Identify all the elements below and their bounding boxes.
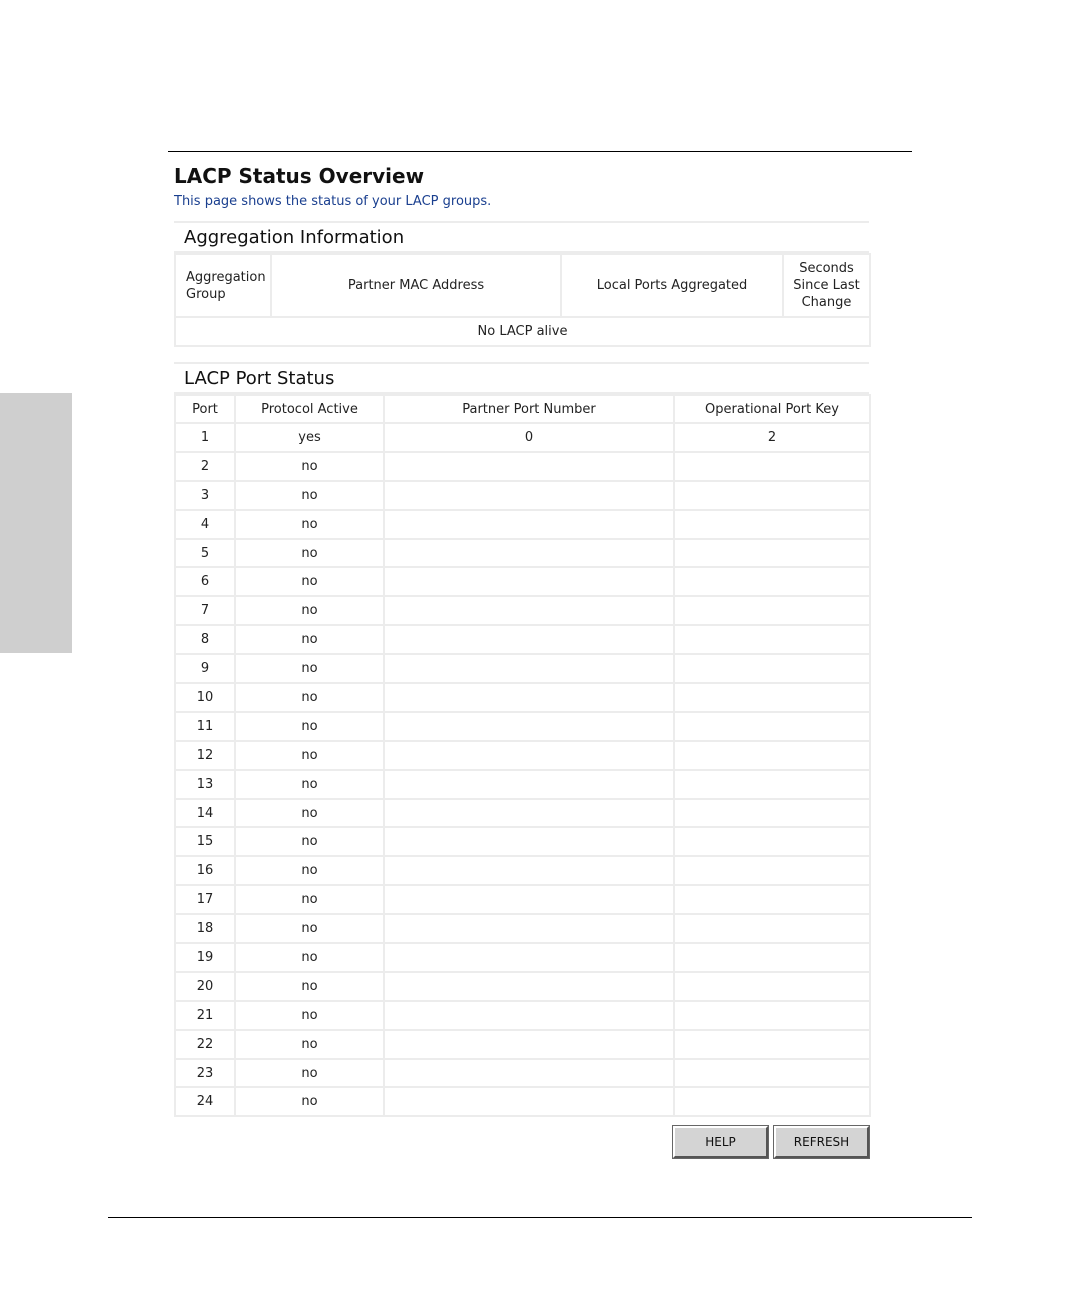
page-title: LACP Status Overview [174,164,425,188]
op-key-cell [674,1059,870,1088]
op-key-cell [674,1087,870,1116]
port-cell: 10 [175,683,235,712]
protocol-active-cell: no [235,1087,384,1116]
protocol-active-cell: no [235,596,384,625]
table-row [175,452,870,481]
port-cell: 3 [175,481,235,510]
col-local-ports: Local Ports Aggregated [561,254,783,317]
table-row [175,1059,870,1088]
protocol-active-cell: no [235,625,384,654]
partner-port-cell [384,625,674,654]
port-cell: 17 [175,885,235,914]
op-key-cell: 2 [674,423,870,452]
port-cell: 19 [175,943,235,972]
partner-port-cell [384,1030,674,1059]
port-cell: 7 [175,596,235,625]
protocol-active-cell: no [235,770,384,799]
col-seconds-since-change: Seconds Since Last Change [783,254,870,317]
col-port: Port [175,395,235,423]
port-status-section-heading [174,362,869,394]
table-row [175,972,870,1001]
port-cell: 5 [175,539,235,568]
partner-port-cell [384,885,674,914]
op-key-cell [674,452,870,481]
op-key-cell [674,770,870,799]
aggregation-section-heading [174,221,869,253]
partner-port-cell [384,972,674,1001]
table-row [175,625,870,654]
top-rule [168,151,912,152]
port-cell: 11 [175,712,235,741]
port-status-heading-label: LACP Port Status [184,368,335,389]
port-status-table [174,394,871,1117]
port-cell: 23 [175,1059,235,1088]
protocol-active-cell: no [235,510,384,539]
side-tab [0,393,72,653]
partner-port-cell [384,741,674,770]
partner-port-cell [384,1001,674,1030]
protocol-active-cell: no [235,1059,384,1088]
protocol-active-cell: no [235,827,384,856]
protocol-active-cell: no [235,1030,384,1059]
protocol-active-cell: no [235,799,384,828]
op-key-cell [674,827,870,856]
col-aggregation-group: Aggregation Group [175,254,271,317]
port-cell: 21 [175,1001,235,1030]
op-key-cell [674,856,870,885]
protocol-active-cell: no [235,856,384,885]
port-cell: 20 [175,972,235,1001]
partner-port-cell [384,856,674,885]
table-row [175,1030,870,1059]
port-cell: 22 [175,1030,235,1059]
table-row [175,1001,870,1030]
protocol-active-cell: no [235,741,384,770]
partner-port-cell [384,827,674,856]
table-row [175,539,870,568]
table-row [175,799,870,828]
port-cell: 2 [175,452,235,481]
partner-port-cell [384,712,674,741]
op-key-cell [674,596,870,625]
table-row [175,770,870,799]
table-row [175,856,870,885]
partner-port-cell [384,914,674,943]
table-row [175,943,870,972]
op-key-cell [674,625,870,654]
port-cell: 14 [175,799,235,828]
protocol-active-cell: no [235,654,384,683]
partner-port-cell [384,539,674,568]
col-partner-port-number: Partner Port Number [384,395,674,423]
op-key-cell [674,741,870,770]
op-key-cell [674,943,870,972]
port-cell: 6 [175,567,235,596]
protocol-active-cell: no [235,712,384,741]
port-cell: 18 [175,914,235,943]
op-key-cell [674,481,870,510]
protocol-active-cell: no [235,972,384,1001]
op-key-cell [674,972,870,1001]
port-cell: 16 [175,856,235,885]
partner-port-cell [384,683,674,712]
protocol-active-cell: no [235,943,384,972]
aggregation-table [174,253,871,347]
table-row [175,712,870,741]
port-cell: 15 [175,827,235,856]
table-row [175,683,870,712]
port-status-body [175,423,870,1116]
table-row [175,1087,870,1116]
table-row [175,885,870,914]
col-partner-mac: Partner MAC Address [271,254,561,317]
op-key-cell [674,885,870,914]
aggregation-heading-label: Aggregation Information [184,227,405,248]
port-cell: 24 [175,1087,235,1116]
op-key-cell [674,654,870,683]
op-key-cell [674,799,870,828]
partner-port-cell: 0 [384,423,674,452]
col-operational-port-key: Operational Port Key [674,395,870,423]
help-button[interactable]: HELP [673,1126,768,1158]
protocol-active-cell: no [235,539,384,568]
partner-port-cell [384,654,674,683]
table-row [175,596,870,625]
op-key-cell [674,567,870,596]
table-row [175,481,870,510]
partner-port-cell [384,481,674,510]
partner-port-cell [384,1059,674,1088]
table-row [175,654,870,683]
refresh-button[interactable]: REFRESH [774,1126,869,1158]
op-key-cell [674,510,870,539]
port-cell: 9 [175,654,235,683]
partner-port-cell [384,452,674,481]
port-cell: 12 [175,741,235,770]
partner-port-cell [384,510,674,539]
aggregation-header-row [175,254,870,317]
port-status-header-row [175,395,870,423]
aggregation-empty-row [175,317,870,346]
protocol-active-cell: no [235,567,384,596]
col-protocol-active: Protocol Active [235,395,384,423]
page-subtitle: This page shows the status of your LACP groups. [174,194,492,209]
table-row [175,567,870,596]
port-cell: 13 [175,770,235,799]
protocol-active-cell: no [235,1001,384,1030]
protocol-active-cell: no [235,885,384,914]
protocol-active-cell: no [235,914,384,943]
partner-port-cell [384,1087,674,1116]
partner-port-cell [384,770,674,799]
port-cell: 8 [175,625,235,654]
partner-port-cell [384,596,674,625]
protocol-active-cell: no [235,481,384,510]
op-key-cell [674,712,870,741]
table-row [175,510,870,539]
port-cell: 4 [175,510,235,539]
partner-port-cell [384,799,674,828]
bottom-rule [108,1217,972,1218]
table-row [175,827,870,856]
table-row [175,741,870,770]
op-key-cell [674,914,870,943]
port-cell: 1 [175,423,235,452]
op-key-cell [674,539,870,568]
table-row [175,914,870,943]
partner-port-cell [384,943,674,972]
op-key-cell [674,683,870,712]
protocol-active-cell: yes [235,423,384,452]
protocol-active-cell: no [235,452,384,481]
table-row [175,423,870,452]
partner-port-cell [384,567,674,596]
protocol-active-cell: no [235,683,384,712]
op-key-cell [674,1001,870,1030]
no-lacp-message: No LACP alive [175,317,870,346]
op-key-cell [674,1030,870,1059]
